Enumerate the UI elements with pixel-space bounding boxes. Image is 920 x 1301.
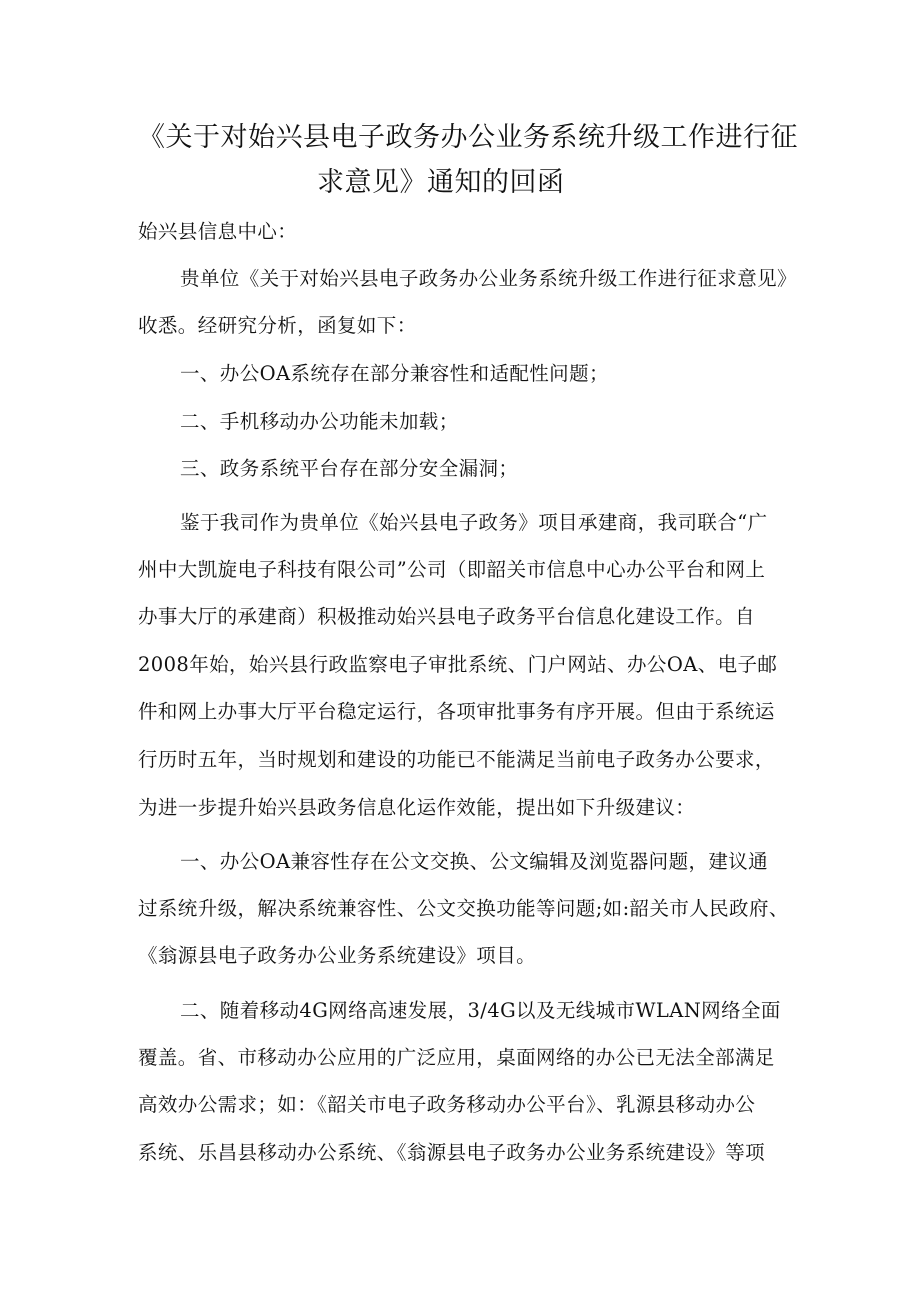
body-line: 高效办公需求；如：《韶关市电子政务移动办公平台》、乳源县移动办公 — [138, 1093, 756, 1116]
body-line: 过系统升级，解决系统兼容性、公文交换功能等问题;如:韶关市人民政府、 — [138, 897, 789, 920]
body-line: 贵单位《关于对始兴县电子政务办公业务系统升级工作进行征求意见》 — [180, 267, 797, 290]
body-line: 收悉。经研究分析，函复如下： — [138, 314, 417, 337]
body-line: 二、随着移动4G网络高速发展，3/4G以及无线城市WLAN网络全面 — [180, 999, 781, 1022]
body-line: 鉴于我司作为贵单位《始兴县电子政务》项目承建商，我司联合“广 — [180, 511, 768, 534]
document-title-line-1: 《关于对始兴县电子政务办公业务系统升级工作进行征 — [138, 122, 798, 153]
document-title-line-2: 求意见》通知的回函 — [317, 167, 565, 198]
body-line: 行历时五年，当时规划和建设的功能已不能满足当前电子政务办公要求， — [138, 748, 775, 771]
body-line: 《翁源县电子政务办公业务系统建设》项目。 — [138, 944, 537, 967]
body-line: 州中大凯旋电子科技有限公司”公司（即韶关市信息中心办公平台和网上 — [138, 558, 766, 581]
body-line: 件和网上办事大厅平台稳定运行，各项审批事务有序开展。但由于系统运 — [138, 700, 775, 723]
body-line: 覆盖。省、市移动办公应用的广泛应用，桌面网络的办公已无法全部满足 — [138, 1046, 775, 1069]
body-line: 办事大厅的承建商）积极推动始兴县电子政务平台信息化建设工作。自 — [138, 605, 755, 628]
body-line: 一、办公OA系统存在部分兼容性和适配性问题； — [180, 362, 609, 385]
body-line: 二、手机移动办公功能未加载； — [180, 410, 459, 433]
body-line: 2008年始，始兴县行政监察电子审批系统、门户网站、办公OA、电子邮 — [138, 653, 778, 676]
body-line: 一、办公OA兼容性存在公文交换、公文编辑及浏览器问题，建议通 — [180, 850, 769, 873]
body-line: 三、政务系统平台存在部分安全漏洞； — [180, 457, 519, 480]
body-line: 系统、乐昌县移动办公系统、《翁源县电子政务办公业务系统建设》等项 — [138, 1141, 766, 1164]
salutation: 始兴县信息中心： — [138, 220, 298, 243]
body-line: 为进一步提升始兴县政务信息化运作效能，提出如下升级建议： — [138, 796, 696, 819]
